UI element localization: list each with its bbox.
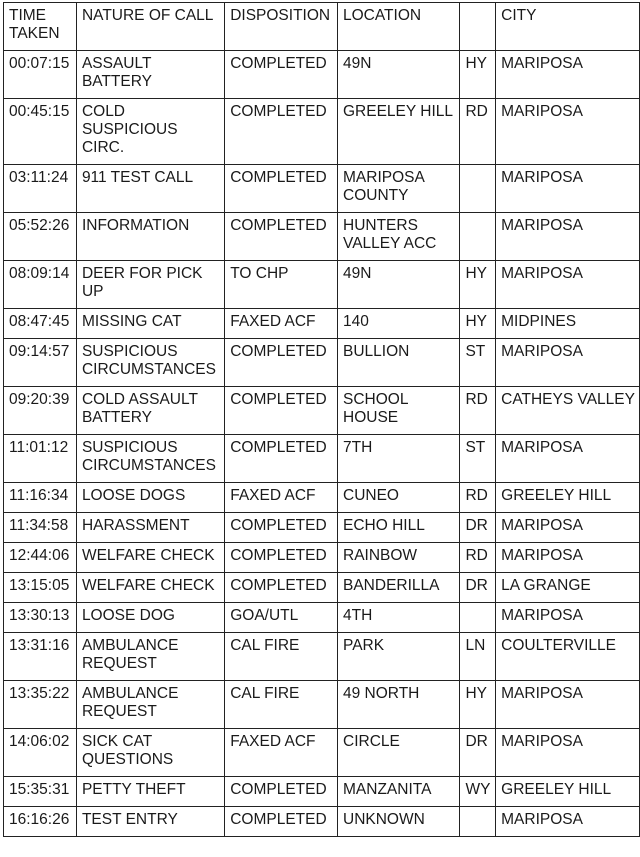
cell-location: 140 (338, 309, 460, 339)
cell-city: MARIPOSA (496, 807, 640, 837)
cell-nature: SICK CAT QUESTIONS (76, 729, 224, 777)
call-log-table (3, 2, 640, 837)
cell-nature: MISSING CAT (76, 309, 224, 339)
cell-disposition: COMPLETED (225, 51, 338, 99)
cell-disposition: COMPLETED (225, 777, 338, 807)
cell-nature: COLD SUSPICIOUS CIRC. (76, 99, 224, 165)
table-row (4, 483, 640, 513)
cell-location: CUNEO (338, 483, 460, 513)
cell-time: 00:45:15 (4, 99, 77, 165)
cell-suffix: WY (460, 777, 496, 807)
table-row (4, 309, 640, 339)
cell-disposition: COMPLETED (225, 99, 338, 165)
cell-city: MARIPOSA (496, 681, 640, 729)
cell-city: MARIPOSA (496, 99, 640, 165)
cell-disposition: FAXED ACF (225, 309, 338, 339)
cell-disposition: GOA/UTL (225, 603, 338, 633)
cell-suffix (460, 165, 496, 213)
cell-time: 12:44:06 (4, 543, 77, 573)
cell-city: GREELEY HILL (496, 483, 640, 513)
table-row (4, 543, 640, 573)
cell-nature: WELFARE CHECK (76, 573, 224, 603)
table-row (4, 99, 640, 165)
cell-time: 13:30:13 (4, 603, 77, 633)
cell-city: MARIPOSA (496, 513, 640, 543)
cell-time: 00:07:15 (4, 51, 77, 99)
cell-city: LA GRANGE (496, 573, 640, 603)
cell-disposition: COMPLETED (225, 165, 338, 213)
cell-city: GREELEY HILL (496, 777, 640, 807)
cell-location: HUNTERS VALLEY ACC (338, 213, 460, 261)
cell-city: MARIPOSA (496, 435, 640, 483)
cell-time: 16:16:26 (4, 807, 77, 837)
cell-time: 11:34:58 (4, 513, 77, 543)
cell-city: COULTERVILLE (496, 633, 640, 681)
table-row (4, 633, 640, 681)
cell-time: 13:35:22 (4, 681, 77, 729)
cell-disposition: COMPLETED (225, 513, 338, 543)
cell-time: 09:20:39 (4, 387, 77, 435)
cell-nature: ASSAULT BATTERY (76, 51, 224, 99)
table-row (4, 387, 640, 435)
cell-suffix: DR (460, 513, 496, 543)
cell-location: ECHO HILL (338, 513, 460, 543)
cell-city: CATHEYS VALLEY (496, 387, 640, 435)
cell-time: 09:14:57 (4, 339, 77, 387)
cell-disposition: CAL FIRE (225, 633, 338, 681)
cell-disposition: TO CHP (225, 261, 338, 309)
cell-suffix: DR (460, 729, 496, 777)
cell-disposition: COMPLETED (225, 339, 338, 387)
cell-suffix: DR (460, 573, 496, 603)
cell-suffix: LN (460, 633, 496, 681)
cell-time: 11:16:34 (4, 483, 77, 513)
header-row (4, 3, 640, 51)
cell-time: 14:06:02 (4, 729, 77, 777)
table-row (4, 777, 640, 807)
cell-suffix: RD (460, 483, 496, 513)
cell-location: UNKNOWN (338, 807, 460, 837)
cell-location: PARK (338, 633, 460, 681)
cell-disposition: COMPLETED (225, 387, 338, 435)
cell-nature: LOOSE DOG (76, 603, 224, 633)
cell-time: 08:09:14 (4, 261, 77, 309)
cell-suffix (460, 213, 496, 261)
cell-city: MARIPOSA (496, 339, 640, 387)
cell-nature: DEER FOR PICK UP (76, 261, 224, 309)
header-suffix (460, 3, 496, 51)
cell-suffix: ST (460, 435, 496, 483)
cell-suffix: RD (460, 543, 496, 573)
header-location: LOCATION (338, 3, 460, 51)
cell-suffix (460, 807, 496, 837)
cell-time: 05:52:26 (4, 213, 77, 261)
cell-nature: AMBULANCE REQUEST (76, 633, 224, 681)
header-city: CITY (496, 3, 640, 51)
cell-time: 15:35:31 (4, 777, 77, 807)
table-row (4, 165, 640, 213)
table-row (4, 339, 640, 387)
cell-disposition: COMPLETED (225, 435, 338, 483)
cell-city: MARIPOSA (496, 213, 640, 261)
cell-nature: WELFARE CHECK (76, 543, 224, 573)
cell-time: 03:11:24 (4, 165, 77, 213)
cell-city: MARIPOSA (496, 543, 640, 573)
cell-nature: 911 TEST CALL (76, 165, 224, 213)
cell-location: RAINBOW (338, 543, 460, 573)
cell-nature: LOOSE DOGS (76, 483, 224, 513)
cell-suffix: RD (460, 99, 496, 165)
cell-nature: AMBULANCE REQUEST (76, 681, 224, 729)
cell-disposition: FAXED ACF (225, 483, 338, 513)
header-nature: NATURE OF CALL (76, 3, 224, 51)
table-body (4, 51, 640, 837)
header-time: TIME TAKEN (4, 3, 77, 51)
cell-nature: COLD ASSAULT BATTERY (76, 387, 224, 435)
cell-location: 49N (338, 51, 460, 99)
cell-city: MARIPOSA (496, 729, 640, 777)
table-row (4, 51, 640, 99)
cell-time: 13:15:05 (4, 573, 77, 603)
cell-city: MARIPOSA (496, 603, 640, 633)
cell-location: SCHOOL HOUSE (338, 387, 460, 435)
cell-suffix: ST (460, 339, 496, 387)
cell-location: BULLION (338, 339, 460, 387)
cell-disposition: FAXED ACF (225, 729, 338, 777)
table-row (4, 435, 640, 483)
table-row (4, 573, 640, 603)
table-row (4, 681, 640, 729)
cell-disposition: CAL FIRE (225, 681, 338, 729)
table-row (4, 261, 640, 309)
cell-disposition: COMPLETED (225, 213, 338, 261)
cell-suffix: HY (460, 309, 496, 339)
cell-time: 08:47:45 (4, 309, 77, 339)
cell-suffix: HY (460, 261, 496, 309)
cell-time: 13:31:16 (4, 633, 77, 681)
table-row (4, 213, 640, 261)
cell-location: MANZANITA (338, 777, 460, 807)
cell-location: 4TH (338, 603, 460, 633)
table-row (4, 513, 640, 543)
cell-location: GREELEY HILL (338, 99, 460, 165)
cell-nature: INFORMATION (76, 213, 224, 261)
cell-nature: SUSPICIOUS CIRCUMSTANCES (76, 435, 224, 483)
cell-city: MARIPOSA (496, 261, 640, 309)
table-row (4, 603, 640, 633)
cell-location: CIRCLE (338, 729, 460, 777)
cell-city: MARIPOSA (496, 51, 640, 99)
table-row (4, 729, 640, 777)
cell-location: 49 NORTH (338, 681, 460, 729)
cell-nature: PETTY THEFT (76, 777, 224, 807)
cell-location: 49N (338, 261, 460, 309)
cell-location: BANDERILLA (338, 573, 460, 603)
cell-nature: SUSPICIOUS CIRCUMSTANCES (76, 339, 224, 387)
cell-suffix (460, 603, 496, 633)
cell-disposition: COMPLETED (225, 543, 338, 573)
cell-nature: TEST ENTRY (76, 807, 224, 837)
cell-city: MIDPINES (496, 309, 640, 339)
cell-suffix: RD (460, 387, 496, 435)
cell-location: MARIPOSA COUNTY (338, 165, 460, 213)
cell-city: MARIPOSA (496, 165, 640, 213)
cell-suffix: HY (460, 681, 496, 729)
cell-suffix: HY (460, 51, 496, 99)
cell-disposition: COMPLETED (225, 573, 338, 603)
cell-location: 7TH (338, 435, 460, 483)
cell-time: 11:01:12 (4, 435, 77, 483)
cell-nature: HARASSMENT (76, 513, 224, 543)
header-disposition: DISPOSITION (225, 3, 338, 51)
cell-disposition: COMPLETED (225, 807, 338, 837)
table-row (4, 807, 640, 837)
